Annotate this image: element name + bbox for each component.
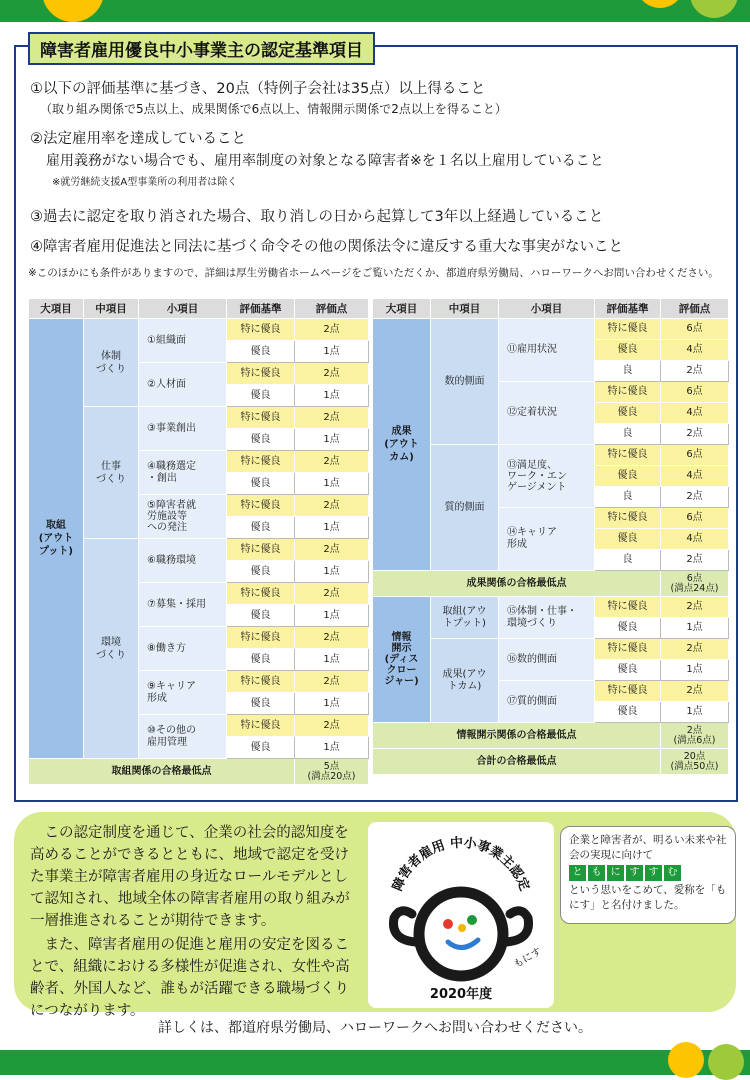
grade-cell: 特に優良 xyxy=(227,363,295,385)
minor-item: ⑦募集・採用 xyxy=(139,583,227,627)
middle-category: 環境 づくり xyxy=(84,539,139,759)
point-cell: 2点 xyxy=(295,363,369,385)
point-cell: 2点 xyxy=(295,319,369,341)
point-cell: 2点 xyxy=(295,407,369,429)
decor-circle xyxy=(668,1042,704,1078)
point-cell: 4点 xyxy=(661,403,729,424)
bubble-text-2: という思いをこめて、愛称を「もにす」と名付けました。 xyxy=(569,884,727,911)
output-min-score-label: 取組関係の合格最低点 xyxy=(29,759,295,785)
middle-category: 仕事 づくり xyxy=(84,407,139,539)
total-min-score-label: 合計の合格最低点 xyxy=(373,749,661,775)
minor-item: ③事業創出 xyxy=(139,407,227,451)
info-text xyxy=(30,822,360,1022)
table-row xyxy=(373,723,729,749)
total-min-score-value: 20点 (満点50点) xyxy=(661,749,729,775)
criterion-2: ②法定雇用率を達成していること xyxy=(30,131,246,147)
grade-cell: 良 xyxy=(595,550,661,571)
point-cell: 1点 xyxy=(661,660,729,681)
grade-cell: 特に優良 xyxy=(595,681,661,702)
minor-item: ⑭キャリア 形成 xyxy=(499,508,595,571)
criterion-4: ④障害者雇用促進法と同法に基づく命令その他の関係法令に違反する重大な事実がないこと xyxy=(30,239,623,255)
header-minor: 小項目 xyxy=(139,299,227,319)
minor-item: ⑥職務環境 xyxy=(139,539,227,583)
point-cell: 2点 xyxy=(661,639,729,660)
point-cell: 6点 xyxy=(661,508,729,529)
point-cell: 4点 xyxy=(661,466,729,487)
grade-cell: 特に優良 xyxy=(227,495,295,517)
point-cell: 1点 xyxy=(295,341,369,363)
table-header-row xyxy=(373,299,729,319)
header-middle: 中項目 xyxy=(431,299,499,319)
header-standard: 評価基準 xyxy=(227,299,295,319)
point-cell: 1点 xyxy=(295,429,369,451)
grade-cell: 特に優良 xyxy=(595,382,661,403)
table-row xyxy=(373,597,729,618)
top-green-band xyxy=(0,0,750,22)
point-cell: 2点 xyxy=(661,681,729,702)
major-category: 情報 開示 (ディス クロー ジャー) xyxy=(373,597,431,723)
grade-cell: 優良 xyxy=(227,473,295,495)
middle-category: 取組(アウ トプット) xyxy=(431,597,499,639)
grade-cell: 特に優良 xyxy=(595,445,661,466)
point-cell: 1点 xyxy=(295,605,369,627)
point-cell: 2点 xyxy=(295,715,369,737)
grade-cell: 特に優良 xyxy=(227,583,295,605)
grade-cell: 特に優良 xyxy=(595,508,661,529)
table-row xyxy=(373,319,729,340)
table-row xyxy=(373,749,729,775)
grade-cell: 優良 xyxy=(227,385,295,407)
grade-cell: 優良 xyxy=(227,429,295,451)
grade-cell: 良 xyxy=(595,487,661,508)
monisu-mark-icon xyxy=(368,822,554,1008)
header-points: 評価点 xyxy=(661,299,729,319)
bubble-text-1: 企業と障害者が、明るい未来や社会の実現に向けて xyxy=(569,834,727,861)
grade-cell: 優良 xyxy=(227,693,295,715)
page-title: 障害者雇用優良中小事業主の認定基準項目 xyxy=(28,32,375,65)
middle-category: 体制 づくり xyxy=(84,319,139,407)
minor-item: ⑮体制・仕事・ 環境づくり xyxy=(499,597,595,639)
svg-text:障害者雇用 中小事業主認定 xyxy=(389,835,532,893)
grade-cell: 良 xyxy=(595,424,661,445)
grade-cell: 良 xyxy=(595,361,661,382)
point-cell: 4点 xyxy=(661,340,729,361)
output-min-score-value: 5点 (満点20点) xyxy=(295,759,369,785)
tomo-chip: と xyxy=(569,865,586,881)
minor-item: ⑨キャリア 形成 xyxy=(139,671,227,715)
grade-cell: 優良 xyxy=(227,517,295,539)
header-major: 大項目 xyxy=(29,299,84,319)
left-criteria-table xyxy=(28,298,369,785)
major-category: 取組 (アウト プット) xyxy=(29,319,84,759)
point-cell: 1点 xyxy=(295,473,369,495)
minor-item: ①組織面 xyxy=(139,319,227,363)
point-cell: 6点 xyxy=(661,382,729,403)
info-paragraph-1: この認定制度を通じて、企業の社会的認知度を高めることができるとともに、地域で認定を受けた事業主が障害者雇用の身近なロールモデルとして認知され、地域全体の障害者雇用の取り組みが一層推進されることが期待できます。 xyxy=(30,825,350,929)
minor-item: ⑪雇用状況 xyxy=(499,319,595,382)
monisu-logo xyxy=(368,822,554,1008)
outcome-min-score-label: 成果関係の合格最低点 xyxy=(373,571,661,597)
tomo-chip: す xyxy=(645,865,662,881)
header-points: 評価点 xyxy=(295,299,369,319)
criterion-1-sub: （取り組み関係で5点以上、成果関係で6点以上、情報開示関係で2点以上を得ること） xyxy=(40,102,507,116)
header-standard: 評価基準 xyxy=(595,299,661,319)
point-cell: 2点 xyxy=(661,361,729,382)
disclosure-min-score-label: 情報開示関係の合格最低点 xyxy=(373,723,661,749)
point-cell: 1点 xyxy=(661,618,729,639)
nickname-bubble xyxy=(560,826,736,924)
middle-category: 成果(アウ トカム) xyxy=(431,639,499,723)
grade-cell: 特に優良 xyxy=(227,627,295,649)
criterion-1: ①以下の評価基準に基づき、20点（特例子会社は35点）以上得ること xyxy=(30,81,486,97)
minor-item: ⑫定着状況 xyxy=(499,382,595,445)
table-row xyxy=(373,571,729,597)
grade-cell: 優良 xyxy=(227,341,295,363)
grade-cell: 優良 xyxy=(595,660,661,681)
grade-cell: 優良 xyxy=(227,605,295,627)
logo-arc-text: 障害者雇用 中小事業主認定 xyxy=(390,835,532,894)
header-middle: 中項目 xyxy=(84,299,139,319)
minor-item: ⑯数的側面 xyxy=(499,639,595,681)
header-major: 大項目 xyxy=(373,299,431,319)
point-cell: 2点 xyxy=(661,424,729,445)
contact-note: ※このほかにも条件がありますので、詳細は厚生労働省ホームページをご覧いただくか、都道府県労働局、ハローワークへお問い合わせください。 xyxy=(28,267,719,279)
grade-cell: 優良 xyxy=(595,702,661,723)
criterion-2-note: ※就労継続支援A型事業所の利用者は除く xyxy=(52,177,238,188)
logo-name: もにす xyxy=(512,946,544,971)
point-cell: 4点 xyxy=(661,529,729,550)
minor-item: ⑰質的側面 xyxy=(499,681,595,723)
minor-item: ⑬満足度、 ワーク・エン ゲージメント xyxy=(499,445,595,508)
header-minor: 小項目 xyxy=(499,299,595,319)
more-info-text: 詳しくは、都道府県労働局、ハローワークへお問い合わせください。 xyxy=(158,1020,592,1036)
grade-cell: 優良 xyxy=(595,529,661,550)
point-cell: 2点 xyxy=(661,597,729,618)
minor-item: ⑩その他の 雇用管理 xyxy=(139,715,227,759)
grade-cell: 優良 xyxy=(595,618,661,639)
table-header-row xyxy=(29,299,369,319)
point-cell: 2点 xyxy=(295,539,369,561)
grade-cell: 特に優良 xyxy=(227,671,295,693)
tomo-chip: に xyxy=(607,865,624,881)
table-row xyxy=(29,319,369,341)
grade-cell: 特に優良 xyxy=(595,319,661,340)
grade-cell: 特に優良 xyxy=(227,539,295,561)
middle-category: 質的側面 xyxy=(431,445,499,571)
tomonisusumu-chips xyxy=(569,865,681,881)
grade-cell: 特に優良 xyxy=(227,715,295,737)
point-cell: 1点 xyxy=(295,517,369,539)
point-cell: 2点 xyxy=(295,495,369,517)
point-cell: 6点 xyxy=(661,445,729,466)
grade-cell: 優良 xyxy=(227,737,295,759)
major-category: 成果 (アウト カム) xyxy=(373,319,431,571)
logo-year: 2020年度 xyxy=(429,987,493,1002)
grade-cell: 優良 xyxy=(227,561,295,583)
info-paragraph-2: また、障害者雇用の促進と雇用の安定を図ることで、組織における多様性が促進され、女性や高齢者、外国人など、誰もが活躍できる職場づくりにつながります。 xyxy=(30,937,350,1019)
tomo-chip: む xyxy=(664,865,681,881)
grade-cell: 特に優良 xyxy=(595,639,661,660)
point-cell: 1点 xyxy=(295,693,369,715)
middle-category: 数的側面 xyxy=(431,319,499,445)
tomo-chip: も xyxy=(588,865,605,881)
point-cell: 2点 xyxy=(295,451,369,473)
tomo-chip: す xyxy=(626,865,643,881)
point-cell: 6点 xyxy=(661,319,729,340)
point-cell: 1点 xyxy=(661,702,729,723)
minor-item: ②人材面 xyxy=(139,363,227,407)
minor-item: ④職務選定 ・創出 xyxy=(139,451,227,495)
point-cell: 2点 xyxy=(295,627,369,649)
point-cell: 1点 xyxy=(295,649,369,671)
grade-cell: 特に優良 xyxy=(227,451,295,473)
criterion-2-sub: 雇用義務がない場合でも、雇用率制度の対象となる障害者※を１名以上雇用していること xyxy=(46,153,604,169)
minor-item: ⑤障害者就 労施設等 への発注 xyxy=(139,495,227,539)
minor-item: ⑧働き方 xyxy=(139,627,227,671)
grade-cell: 優良 xyxy=(595,466,661,487)
right-criteria-table xyxy=(372,298,729,775)
table-row xyxy=(29,759,369,785)
point-cell: 1点 xyxy=(295,561,369,583)
point-cell: 1点 xyxy=(295,385,369,407)
grade-cell: 特に優良 xyxy=(227,319,295,341)
point-cell: 1点 xyxy=(295,737,369,759)
outcome-min-score-value: 6点 (満点24点) xyxy=(661,571,729,597)
grade-cell: 優良 xyxy=(227,649,295,671)
grade-cell: 特に優良 xyxy=(595,597,661,618)
criterion-3: ③過去に認定を取り消された場合、取り消しの日から起算して3年以上経過していること xyxy=(30,209,604,225)
grade-cell: 特に優良 xyxy=(227,407,295,429)
disclosure-min-score-value: 2点 (満点6点) xyxy=(661,723,729,749)
point-cell: 2点 xyxy=(661,550,729,571)
grade-cell: 優良 xyxy=(595,403,661,424)
point-cell: 2点 xyxy=(295,671,369,693)
bottom-green-band xyxy=(0,1050,750,1075)
point-cell: 2点 xyxy=(295,583,369,605)
grade-cell: 優良 xyxy=(595,340,661,361)
point-cell: 2点 xyxy=(661,487,729,508)
